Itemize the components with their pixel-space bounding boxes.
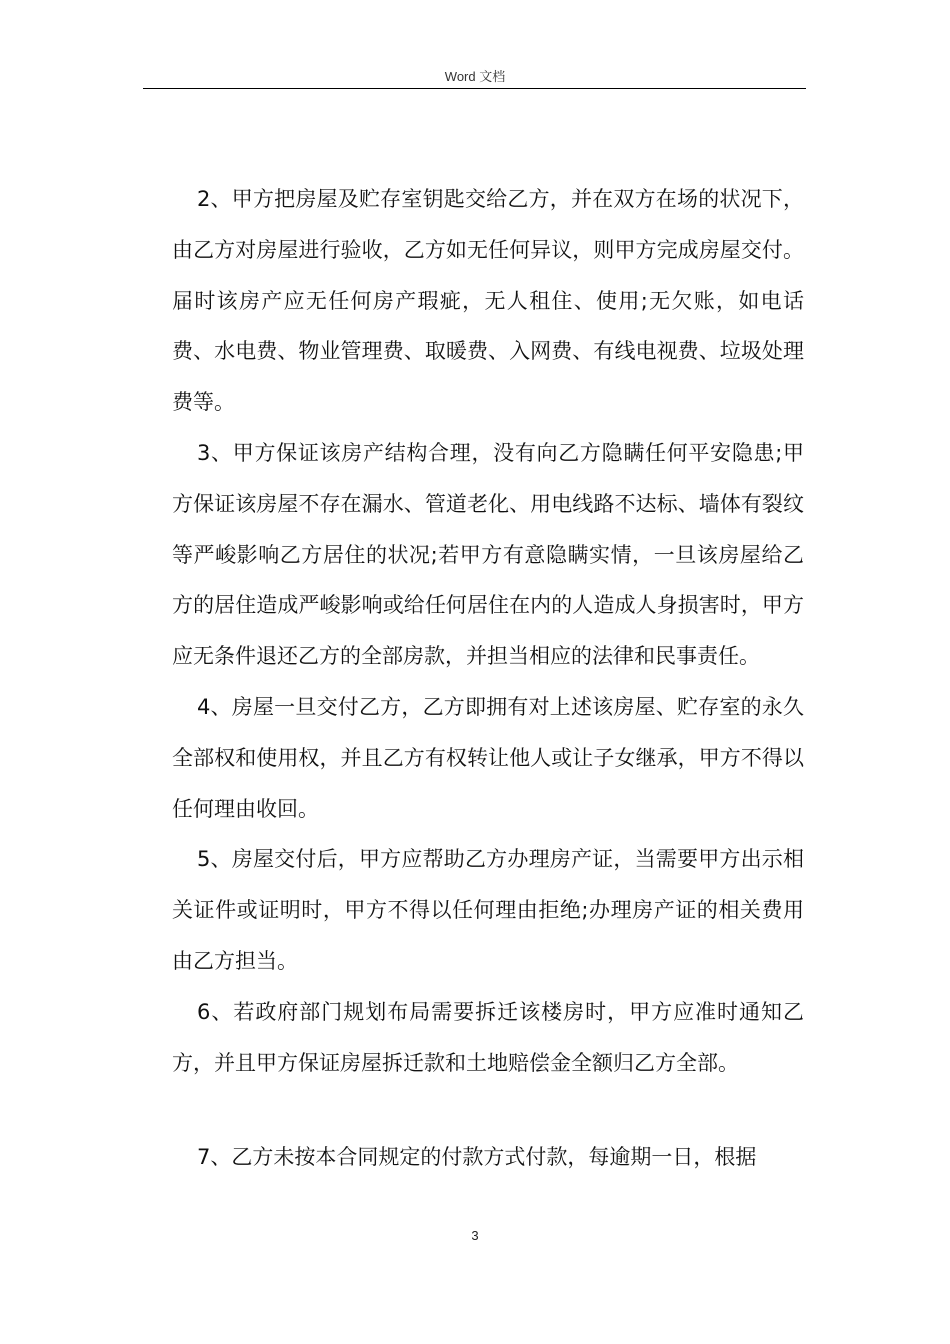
paragraph-clause-5: 5、房屋交付后，甲方应帮助乙方办理房产证，当需要甲方出示相关证件或证明时，甲方不得以任何理由拒绝;办理房产证的相关费用由乙方担当。 <box>172 847 804 973</box>
document-body <box>172 174 804 1183</box>
paragraph-clause-6: 6、若政府部门规划布局需要拆迁该楼房时，甲方应准时通知乙方，并且甲方保证房屋拆迁款和土地赔偿金全额归乙方全部。 <box>172 999 804 1075</box>
paragraph-clause-3: 3、甲方保证该房产结构合理，没有向乙方隐瞒任何平安隐患;甲方保证该房屋不存在漏水、管道老化、用电线路不达标、墙体有裂纹等严峻影响乙方居住的状况;若甲方有意隐瞒实情，一旦该房屋给乙方的居住造成严峻影响或给任何居住在内的人造成人身损害时，甲方应无条件退还乙方的全部房款，并担当相应的法律和民事责任。 <box>172 440 804 669</box>
document-header-title: Word 文档 <box>444 69 506 84</box>
paragraph-clause-2: 2、甲方把房屋及贮存室钥匙交给乙方，并在双方在场的状况下，由乙方对房屋进行验收，乙方如无任何异议，则甲方完成房屋交付。届时该房产应无任何房产瑕疵，无人租住、使用;无欠账，如电话费、水电费、物业管理费、取暖费、入网费、有线电视费、垃圾处理费等。 <box>172 187 804 415</box>
paragraph-clause-7: 7、乙方未按本合同规定的付款方式付款，每逾期一日，根据 <box>197 1145 757 1170</box>
paragraph-clause-4: 4、房屋一旦交付乙方，乙方即拥有对上述该房屋、贮存室的永久全部权和使用权，并且乙方有权转让他人或让子女继承，甲方不得以任何理由收回。 <box>172 694 804 821</box>
header-divider <box>143 88 806 89</box>
page-number: 3 <box>471 1228 479 1243</box>
